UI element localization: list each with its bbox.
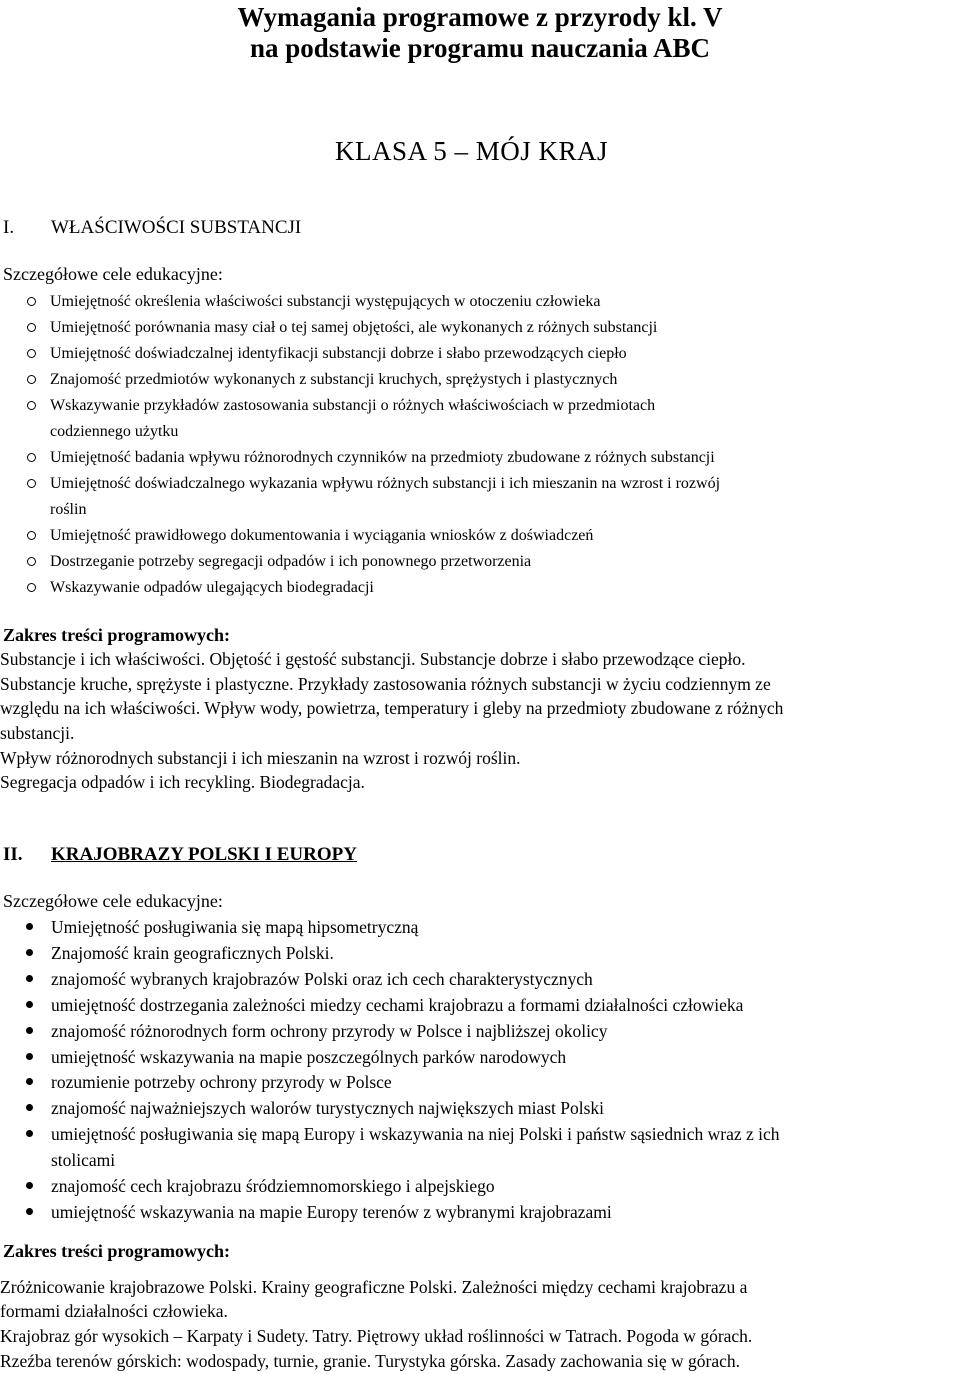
bullet-icon bbox=[26, 1078, 33, 1085]
bullet-icon bbox=[27, 531, 36, 540]
section1-content-line: substancji. bbox=[0, 723, 75, 743]
bullet-icon bbox=[27, 401, 36, 410]
bullet-icon bbox=[27, 453, 36, 462]
section1-goal-text: Umiejętność określenia właściwości substancji występujących w otoczeniu człowieka bbox=[50, 293, 601, 310]
section2-goal-text: rozumienie potrzeby ochrony przyrody w Polsce bbox=[51, 1072, 392, 1093]
section2-goal-text: umiejętność wskazywania na mapie Europy terenów z wybranymi krajobrazami bbox=[51, 1201, 612, 1222]
section2-goal-text: umiejętność dostrzegania zależności miedzy cechami krajobrazu a formami działalności człowieka bbox=[51, 994, 744, 1015]
bullet-icon bbox=[27, 375, 36, 384]
class-heading: KLASA 5 – MÓJ KRAJ bbox=[335, 136, 609, 166]
section1-goal-item bbox=[0, 315, 960, 341]
section2-goal-text: znajomość wybranych krajobrazów Polski oraz ich cech charakterystycznych bbox=[51, 968, 593, 989]
bullet-icon bbox=[26, 975, 33, 982]
bullet-icon bbox=[26, 1104, 33, 1111]
section2-goal-text: znajomość najważniejszych walorów turystycznych największych miast Polski bbox=[51, 1098, 605, 1119]
document-title-line2: na podstawie programu nauczania ABC bbox=[249, 33, 711, 63]
section2-goal-item bbox=[0, 915, 960, 941]
section2-goal-item bbox=[0, 1045, 960, 1071]
section2-goal-text: Znajomość krain geograficznych Polski. bbox=[51, 942, 334, 963]
section1-goal-text: roślin bbox=[50, 501, 87, 518]
document-title-line1: Wymagania programowe z przyrody kl. V bbox=[237, 2, 723, 32]
bullet-icon bbox=[27, 583, 36, 592]
section2-goal-item bbox=[0, 1200, 960, 1226]
section1-goal-text: Umiejętność doświadczalnej identyfikacji substancji dobrze i słabo przewodzących ciepło bbox=[50, 345, 627, 362]
section2-content-line: Krajobraz gór wysokich – Karpaty i Sudety. Tatry. Piętrowy układ roślinności w Tatrach. Pogoda w górach. bbox=[0, 1326, 753, 1346]
bullet-icon bbox=[26, 1027, 33, 1034]
section1-goal-item bbox=[0, 341, 960, 367]
bullet-icon bbox=[26, 949, 33, 956]
section2-goal-item bbox=[0, 993, 960, 1019]
section1-goal-text: Znajomość przedmiotów wykonanych z substancji kruchych, sprężystych i plastycznych bbox=[50, 371, 618, 388]
section2-goal-item bbox=[0, 1122, 960, 1174]
section2-goals-list bbox=[0, 915, 960, 1226]
bullet-icon bbox=[26, 1182, 33, 1189]
section1-goal-text: Dostrzeganie potrzeby segregacji odpadów i ich ponownego przetworzenia bbox=[50, 553, 532, 570]
section2-goal-text: Umiejętność posługiwania się mapą hipsometryczną bbox=[51, 917, 419, 937]
section2-content-label: Zakres treści programowych: bbox=[3, 1241, 230, 1261]
bullet-icon bbox=[27, 297, 36, 306]
section1-goal-item bbox=[0, 523, 960, 549]
section1-goal-item bbox=[0, 575, 960, 601]
section1-goals-list bbox=[0, 289, 960, 601]
section1-content-label: Zakres treści programowych: bbox=[3, 625, 230, 645]
bullet-icon bbox=[26, 1208, 33, 1215]
section2-number: II. bbox=[3, 844, 23, 865]
section2-goal-item bbox=[0, 967, 960, 993]
section2-content-line: Zróżnicowanie krajobrazowe Polski. Krainy geograficzne Polski. Zależności między cechami krajobrazu a bbox=[0, 1277, 748, 1297]
section1-goal-text: Wskazywanie przykładów zastosowania substancji o różnych właściwościach w przedmiotach bbox=[50, 397, 656, 414]
bullet-icon bbox=[26, 1001, 33, 1008]
section1-content-line: względu na ich właściwości. Wpływ wody, powietrza, temperatury i gleby na przedmioty zbudowane z różnych bbox=[0, 698, 784, 718]
section2-content-line: Rzeźba terenów górskich: wodospady, turnie, granie. Turystyka górska. Zasady zachowania się w górach. bbox=[0, 1351, 740, 1371]
section1-content-line: Wpływ różnorodnych substancji i ich mieszanin na wzrost i rozwój roślin. bbox=[0, 748, 521, 768]
bullet-icon bbox=[27, 557, 36, 566]
section1-content-line: Segregacja odpadów i ich recykling. Biodegradacja. bbox=[0, 772, 365, 792]
section1-title: WŁAŚCIWOŚCI SUBSTANCJI bbox=[51, 217, 302, 238]
section2-goal-text: stolicami bbox=[51, 1150, 116, 1171]
section2-goal-item bbox=[0, 1070, 960, 1096]
section1-goal-text: Wskazywanie odpadów ulegających biodegradacji bbox=[50, 579, 374, 596]
section1-goal-item bbox=[0, 289, 960, 315]
section2-goals-label: Szczegółowe cele edukacyjne: bbox=[3, 891, 223, 911]
section1-goal-text: Umiejętność prawidłowego dokumentowania i wyciągania wniosków z doświadczeń bbox=[50, 527, 594, 544]
bullet-icon bbox=[27, 349, 36, 358]
section1-content-line: Substancje i ich właściwości. Objętość i gęstość substancji. Substancje dobrze i słabo przewodzące ciepło. bbox=[0, 649, 746, 669]
bullet-icon bbox=[26, 1130, 33, 1137]
section1-content-line: Substancje kruche, sprężyste i plastyczne. Przykłady zastosowania różnych substancji w życiu codziennym ze bbox=[0, 674, 771, 694]
section2-title: KRAJOBRAZY POLSKI I EUROPY bbox=[51, 844, 357, 865]
section2-content-line: formami działalności człowieka. bbox=[0, 1301, 228, 1321]
section1-goal-text: codziennego użytku bbox=[50, 423, 179, 440]
bullet-icon bbox=[26, 1053, 33, 1060]
section2-goal-text: znajomość różnorodnych form ochrony przyrody w Polsce i najbliższej okolicy bbox=[51, 1020, 608, 1041]
bullet-icon bbox=[27, 479, 36, 488]
section1-goal-item bbox=[0, 393, 960, 445]
section2-goal-text: znajomość cech krajobrazu śródziemnomorskiego i alpejskiego bbox=[51, 1176, 495, 1197]
section1-goal-text: Umiejętność porównania masy ciał o tej samej objętości, ale wykonanych z różnych substancji bbox=[50, 319, 658, 336]
section1-goal-item bbox=[0, 549, 960, 575]
section1-goal-item bbox=[0, 367, 960, 393]
section1-number: I. bbox=[3, 217, 15, 238]
section1-goals-label: Szczegółowe cele edukacyjne: bbox=[3, 264, 223, 284]
section2-goal-text: umiejętność wskazywania na mapie poszczególnych parków narodowych bbox=[51, 1046, 567, 1067]
section1-goal-text: Umiejętność doświadczalnego wykazania wpływu różnych substancji i ich mieszanin na wzrost i rozwój bbox=[50, 475, 721, 492]
bullet-icon bbox=[26, 923, 33, 930]
bullet-icon bbox=[27, 323, 36, 332]
section2-goal-item bbox=[0, 941, 960, 967]
section1-goal-item bbox=[0, 471, 960, 523]
section2-goal-text: umiejętność posługiwania się mapą Europy i wskazywania na niej Polski i państw sąsiednich wraz z ich bbox=[51, 1124, 780, 1145]
section1-goal-text: Umiejętność badania wpływu różnorodnych czynników na przedmioty zbudowane z różnych substancji bbox=[50, 449, 715, 466]
section1-goal-item bbox=[0, 445, 960, 471]
section2-goal-item bbox=[0, 1096, 960, 1122]
section2-goal-item bbox=[0, 1019, 960, 1045]
section2-goal-item bbox=[0, 1174, 960, 1200]
